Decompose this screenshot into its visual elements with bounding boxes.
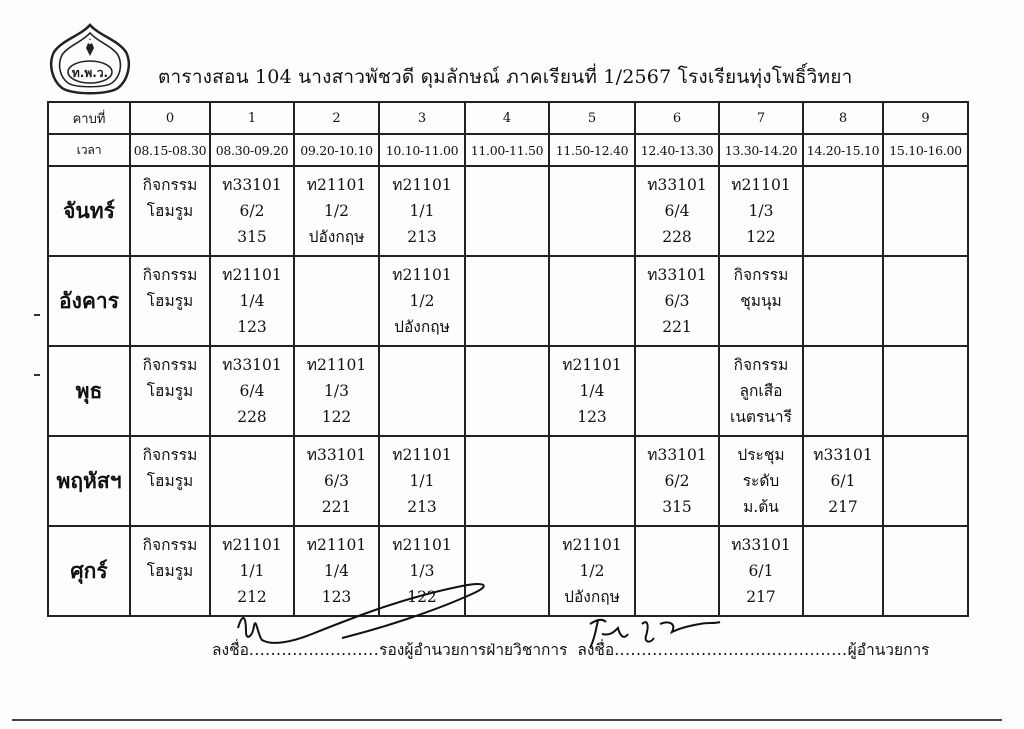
period-time: 11.50-12.40	[549, 134, 635, 166]
cell-line: ปอังกฤษ	[564, 588, 620, 606]
sign-prefix-1: ลงชื่อ	[212, 641, 249, 659]
timetable-cell	[719, 166, 803, 256]
cell-line: ท21101	[392, 176, 452, 194]
cell-line: เนตรนารี	[730, 408, 792, 426]
day-row	[48, 166, 968, 256]
cell-line: ท21101	[306, 536, 367, 554]
cell-line: 122	[746, 228, 776, 246]
cell-line: 6/1	[830, 472, 856, 490]
cell-line: 122	[407, 588, 437, 606]
timetable-cell	[549, 166, 635, 256]
cell-line: 6/1	[748, 562, 774, 580]
timetable-cell	[719, 436, 803, 526]
timetable-cell	[719, 256, 803, 346]
cell-line: ปอังกฤษ	[308, 228, 365, 246]
cell-line: ประชุม	[737, 446, 785, 464]
timetable-cell	[210, 346, 294, 436]
cell-line: ท33101	[222, 356, 282, 374]
day-label: จันทร์	[48, 166, 130, 256]
timetable-cell	[130, 346, 210, 436]
period-number: 6	[635, 102, 719, 134]
bottom-rule	[12, 719, 1002, 721]
cell-line: ท21101	[222, 266, 282, 284]
cell-line: กิจกรรม	[142, 536, 198, 554]
cell-line: ระดับ	[742, 472, 780, 490]
day-label: อังคาร	[48, 256, 130, 346]
timetable-cell	[465, 436, 549, 526]
timetable-cell	[803, 166, 883, 256]
cell-line: 315	[662, 498, 692, 516]
cell-line: ท21101	[392, 266, 452, 284]
period-time: 10.10-11.00	[379, 134, 465, 166]
cell-line: 1/1	[409, 202, 435, 220]
cell-line: ท21101	[731, 176, 791, 194]
cell-line: 1/4	[324, 562, 349, 580]
cell-line: ท33101	[647, 176, 707, 194]
timetable-cell	[549, 256, 635, 346]
dots-1: ........................	[248, 641, 380, 659]
timetable	[47, 101, 969, 617]
role-vice-director: รองผู้อำนวยการฝ่ายวิชาการ	[379, 641, 568, 659]
period-time: 13.30-14.20	[719, 134, 803, 166]
timetable-cell	[210, 256, 294, 346]
cell-line: 6/4	[239, 382, 265, 400]
dots-2: ...........................................	[614, 641, 848, 659]
cell-line: ท33101	[813, 446, 873, 464]
cell-line: ท33101	[306, 446, 367, 464]
cell-line: ท33101	[222, 176, 282, 194]
timetable-cell	[130, 526, 210, 616]
cell-line: ท21101	[562, 356, 622, 374]
cell-line: โฮมรูม	[146, 292, 194, 310]
cell-line: ท21101	[392, 536, 452, 554]
timetable-cell	[883, 526, 968, 616]
timetable-cell	[719, 346, 803, 436]
cell-line: ท21101	[306, 176, 367, 194]
cell-line: 228	[237, 408, 267, 426]
cell-line: ท33101	[647, 446, 707, 464]
cell-line: ม.ต้น	[743, 498, 779, 516]
day-row	[48, 256, 968, 346]
cell-line: โฮมรูม	[146, 382, 194, 400]
timetable-cell	[803, 436, 883, 526]
timetable-cell	[883, 256, 968, 346]
cell-line: 1/1	[239, 562, 265, 580]
cell-line: 6/2	[664, 472, 690, 490]
cell-line: ท33101	[647, 266, 707, 284]
period-header-row	[48, 102, 968, 134]
timetable-cell	[549, 526, 635, 616]
timetable-cell	[210, 166, 294, 256]
cell-line: 221	[321, 498, 352, 516]
period-number: 2	[294, 102, 379, 134]
time-label: เวลา	[48, 134, 130, 166]
timetable-cell	[465, 256, 549, 346]
cell-line: 212	[237, 588, 267, 606]
period-number: 1	[210, 102, 294, 134]
timetable-cell	[635, 346, 719, 436]
period-time: 11.00-11.50	[465, 134, 549, 166]
cell-line: 6/2	[239, 202, 265, 220]
period-time: 12.40-13.30	[635, 134, 719, 166]
margin-mark	[34, 374, 40, 376]
timetable-cell	[635, 256, 719, 346]
timetable-cell	[719, 526, 803, 616]
cell-line: ท21101	[392, 446, 452, 464]
timetable-cell	[465, 346, 549, 436]
timetable-cell	[294, 256, 379, 346]
sign-prefix-2: ลงชื่อ	[577, 641, 615, 659]
timetable-cell	[635, 526, 719, 616]
cell-line: โฮมรูม	[146, 472, 194, 490]
cell-line: ท21101	[222, 536, 282, 554]
period-time: 09.20-10.10	[294, 134, 379, 166]
timetable-cell	[130, 166, 210, 256]
timetable-cell	[379, 436, 465, 526]
period-number: 5	[549, 102, 635, 134]
timetable-cell	[294, 346, 379, 436]
period-time: 08.30-09.20	[210, 134, 294, 166]
timetable-cell	[294, 436, 379, 526]
timetable-cell	[465, 166, 549, 256]
timetable-cell	[883, 346, 968, 436]
timetable-cell	[635, 166, 719, 256]
cell-line: 1/2	[409, 292, 435, 310]
timetable-cell	[379, 346, 465, 436]
cell-line: 1/3	[324, 382, 349, 400]
signature-line	[212, 637, 992, 662]
cell-line: โฮมรูม	[146, 202, 194, 220]
school-emblem-icon	[48, 22, 132, 98]
timetable-cell	[549, 346, 635, 436]
timetable-cell	[130, 436, 210, 526]
cell-line: ลูกเสือ	[739, 382, 783, 400]
cell-line: กิจกรรม	[142, 176, 198, 194]
cell-line: 221	[662, 318, 692, 336]
day-label: พฤหัสฯ	[48, 436, 130, 526]
timetable-cell	[883, 166, 968, 256]
cell-line: 1/2	[324, 202, 349, 220]
cell-line: 123	[237, 318, 267, 336]
cell-line: กิจกรรม	[142, 446, 198, 464]
timetable-cell	[549, 436, 635, 526]
margin-mark	[34, 314, 40, 316]
cell-line: 217	[746, 588, 776, 606]
cell-line: 122	[321, 408, 352, 426]
period-time: 15.10-16.00	[883, 134, 968, 166]
cell-line: 1/3	[409, 562, 435, 580]
time-header-row	[48, 134, 968, 166]
timetable-cell	[379, 166, 465, 256]
cell-line: กิจกรรม	[733, 266, 789, 284]
cell-line: 1/1	[409, 472, 435, 490]
cell-line: 123	[577, 408, 607, 426]
day-label: ศุกร์	[48, 526, 130, 616]
cell-line: กิจกรรม	[142, 356, 198, 374]
period-number: 9	[883, 102, 968, 134]
timetable-cell	[294, 166, 379, 256]
timetable-cell	[803, 526, 883, 616]
cell-line: กิจกรรม	[142, 266, 198, 284]
cell-line: 228	[662, 228, 692, 246]
timetable-cell	[803, 346, 883, 436]
cell-line: ท33101	[731, 536, 791, 554]
cell-line: ท21101	[562, 536, 622, 554]
cell-line: ท21101	[306, 356, 367, 374]
period-number: 7	[719, 102, 803, 134]
cell-line: 123	[321, 588, 352, 606]
period-number: 4	[465, 102, 549, 134]
timetable-cell	[210, 436, 294, 526]
cell-line: 315	[237, 228, 267, 246]
page-title: ตารางสอน 104 นางสาวพัชวดี ดุมลักษณ์ ภาคเรียนที่ 1/2567 โรงเรียนทุ่งโพธิ์วิทยา	[158, 66, 853, 88]
logo-text: ท.พ.ว.	[71, 66, 109, 80]
timetable-cell	[803, 256, 883, 346]
period-number: 0	[130, 102, 210, 134]
cell-line: 6/3	[324, 472, 349, 490]
cell-line: โฮมรูม	[146, 562, 194, 580]
timetable-cell	[883, 436, 968, 526]
cell-line: 1/4	[579, 382, 605, 400]
cell-line: กิจกรรม	[733, 356, 789, 374]
cell-line: 213	[407, 498, 437, 516]
cell-line: 217	[828, 498, 858, 516]
cell-line: 6/3	[664, 292, 690, 310]
cell-line: 1/3	[748, 202, 774, 220]
period-number: 8	[803, 102, 883, 134]
day-row	[48, 436, 968, 526]
cell-line: 213	[407, 228, 437, 246]
cell-line: 6/4	[664, 202, 690, 220]
cell-line: ปอังกฤษ	[394, 318, 450, 336]
day-label: พุธ	[48, 346, 130, 436]
period-time: 08.15-08.30	[130, 134, 210, 166]
timetable-cell	[379, 256, 465, 346]
cell-line: 1/4	[239, 292, 265, 310]
day-row	[48, 346, 968, 436]
timetable-cell	[635, 436, 719, 526]
cell-line: ชุมนุม	[740, 292, 782, 310]
role-director: ผู้อำนวยการ	[847, 641, 930, 659]
period-time: 14.20-15.10	[803, 134, 883, 166]
cell-line: 1/2	[579, 562, 605, 580]
period-number: 3	[379, 102, 465, 134]
period-label: คาบที่	[48, 102, 130, 134]
timetable-cell	[130, 256, 210, 346]
